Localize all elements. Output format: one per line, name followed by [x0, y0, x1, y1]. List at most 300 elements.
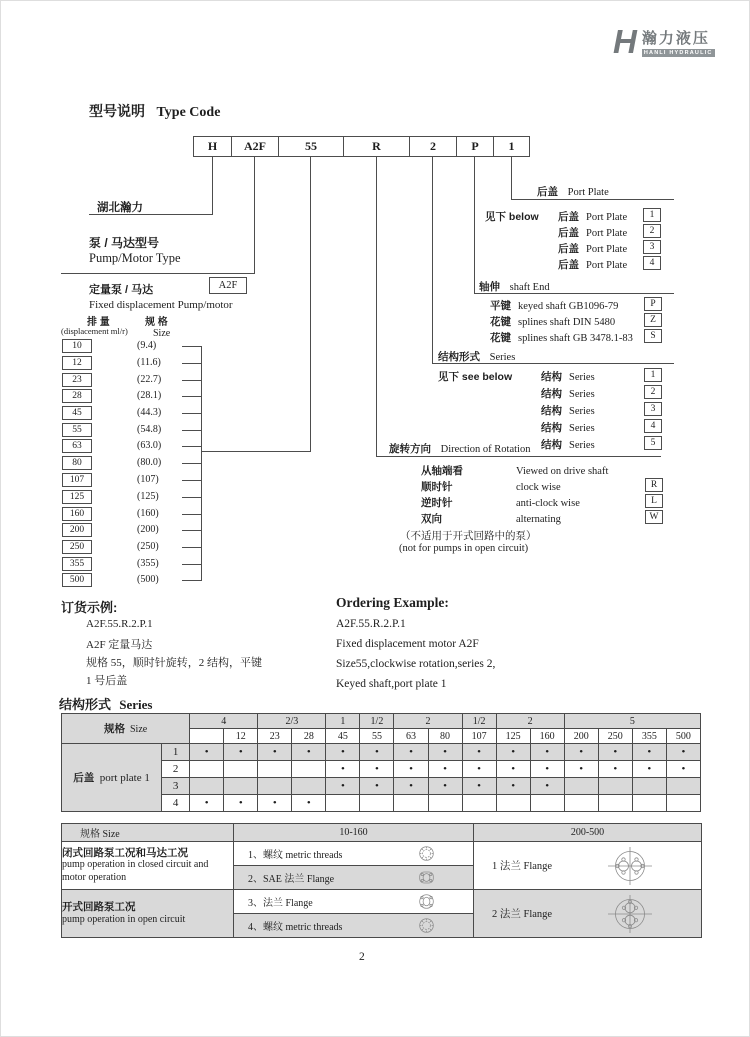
- size-box: 160: [62, 507, 92, 521]
- size-box: 23: [62, 373, 92, 387]
- series-header-cn: 结构形式: [438, 351, 480, 363]
- rotation-row: [421, 463, 608, 478]
- closed-circuit-label-cn: 闭式回路泵工况和马达工况: [62, 846, 188, 859]
- page-number: 2: [359, 951, 365, 963]
- row-cn: 后盖: [558, 243, 579, 255]
- dot-cell: •: [598, 761, 632, 778]
- ordering-line: 规格 55，顺时针旋转，2 结构，平键: [86, 657, 262, 669]
- company-label: 湖北瀚力: [97, 202, 143, 214]
- series-header-en: Series: [489, 352, 516, 363]
- row-cn: 后盖: [558, 227, 579, 239]
- dot-cell: •: [598, 744, 632, 761]
- ordering-line: A2F 定量马达: [86, 639, 153, 651]
- code-box: 5: [644, 436, 662, 450]
- type-code-cell-r: R: [343, 136, 410, 157]
- dot-cell: •: [632, 744, 666, 761]
- size-box: 55: [62, 423, 92, 437]
- dot-cell: •: [462, 761, 496, 778]
- code-box: 2: [643, 224, 661, 238]
- size-value: (28.1): [137, 390, 162, 401]
- dot-cell: •: [394, 761, 428, 778]
- dot-cell: •: [394, 744, 428, 761]
- row-number: 2: [162, 761, 190, 778]
- flange-icon: [418, 893, 435, 910]
- port-option-cell: [234, 914, 474, 938]
- size-header: 63: [394, 729, 428, 744]
- closed-circuit-label: [62, 842, 234, 890]
- code-box: 3: [643, 240, 661, 254]
- metric-thread-icon: [418, 845, 435, 862]
- size-box: 10: [62, 339, 92, 353]
- dot-cell: •: [428, 761, 462, 778]
- size-header: 12: [224, 729, 258, 744]
- row-en: Series: [569, 406, 595, 417]
- group-header: 1: [326, 714, 360, 729]
- code-box: 1: [643, 208, 661, 222]
- shaft-end-row: [490, 330, 633, 345]
- series-header: [438, 349, 515, 364]
- brand-name-en: HANLI HYDRAULIC: [643, 49, 713, 56]
- code-box: 3: [644, 402, 662, 416]
- size-value: (250): [137, 541, 159, 552]
- dot-cell: •: [530, 761, 564, 778]
- size-label-cn: 规格: [103, 723, 125, 735]
- row-en: Series: [569, 372, 595, 383]
- dot-cell: •: [564, 744, 598, 761]
- connector-line: [432, 157, 433, 363]
- size-value: (160): [137, 508, 159, 519]
- group-header: 2/3: [258, 714, 326, 729]
- code-box: S: [644, 329, 662, 343]
- code-box: 2: [644, 385, 662, 399]
- see-below-label: 见下 see below: [438, 371, 513, 383]
- size-value: (200): [137, 524, 159, 535]
- connector-line: [182, 380, 201, 381]
- dot-cell: [530, 795, 564, 812]
- ports-header-10-160: 10-160: [234, 824, 474, 842]
- size-header: 107: [462, 729, 496, 744]
- row-cn: 花键: [490, 332, 511, 344]
- dot-cell: •: [258, 795, 292, 812]
- series-availability-table: [61, 713, 701, 812]
- dot-cell: [598, 778, 632, 795]
- size-value: (22.7): [137, 374, 162, 385]
- dot-cell: [326, 795, 360, 812]
- size-header: [190, 729, 224, 744]
- fixed-displacement-cn: 定量泵 / 马达: [89, 284, 154, 296]
- size-value: (11.6): [137, 357, 161, 368]
- row-en: Series: [569, 389, 595, 400]
- code-box: 1: [644, 368, 662, 382]
- row-en: Viewed on drive shaft: [516, 466, 609, 477]
- shaft-end-header: [479, 279, 550, 294]
- dot-cell: [496, 795, 530, 812]
- dot-cell: [190, 761, 224, 778]
- series-row: [541, 386, 595, 401]
- row-cn: 双向: [421, 513, 442, 525]
- open-circuit-label-cn: 开式回路泵工况: [62, 901, 136, 913]
- row-cn: 逆时针: [421, 497, 453, 509]
- row-en: Port Plate: [586, 228, 628, 239]
- rotation-row: [421, 479, 561, 494]
- displacement-size-en: Size: [153, 328, 171, 339]
- ordering-title-cn: 订货示例:: [61, 600, 118, 615]
- series-table-heading-en: Series: [119, 697, 153, 712]
- rotation-header-en: Direction of Rotation: [440, 444, 531, 455]
- displacement-head-cn: 排 量: [87, 317, 110, 328]
- size-box: 45: [62, 406, 92, 420]
- dot-cell: [598, 795, 632, 812]
- dot-cell: •: [496, 744, 530, 761]
- size-header: 55: [360, 729, 394, 744]
- group-header: 4: [190, 714, 258, 729]
- dot-cell: [666, 778, 700, 795]
- dot-cell: •: [190, 744, 224, 761]
- ordering-line: Size55,clockwise rotation,series 2,: [336, 658, 496, 670]
- port-plate-row: [558, 209, 627, 224]
- port-plate-header: [537, 184, 609, 199]
- code-box: Z: [644, 313, 662, 327]
- rotation-row: [421, 495, 580, 510]
- dot-cell: [224, 778, 258, 795]
- closed-circuit-label-en: pump operation in closed circuit and: [62, 859, 209, 871]
- size-box: 125: [62, 490, 92, 504]
- row-en: Series: [569, 440, 595, 451]
- ordering-line: Keyed shaft,port plate 1: [336, 678, 447, 690]
- size-value: (80.0): [137, 457, 162, 468]
- rotation-header: [389, 441, 530, 456]
- connector-line: [182, 396, 201, 397]
- connector-line: [182, 413, 201, 414]
- code-box: 4: [644, 419, 662, 433]
- shaft-end-header-en: shaft End: [509, 282, 550, 293]
- connector-line: [182, 346, 201, 347]
- row-number: 3: [162, 778, 190, 795]
- dot-cell: •: [224, 744, 258, 761]
- row-cn: 结构: [541, 388, 562, 400]
- row-number: 4: [162, 795, 190, 812]
- port-plate-label-cell: [62, 744, 162, 812]
- group-header: 2: [394, 714, 462, 729]
- dot-cell: •: [666, 761, 700, 778]
- series-row: [541, 437, 595, 452]
- size-value: (107): [137, 474, 159, 485]
- group-header: 5: [564, 714, 700, 729]
- port-plate-row: [558, 241, 627, 256]
- size-value: (125): [137, 491, 159, 502]
- size-box: 28: [62, 389, 92, 403]
- dot-cell: [292, 778, 326, 795]
- group-header: 1/2: [462, 714, 496, 729]
- size-header: 23: [258, 729, 292, 744]
- type-code-cell-h: H: [193, 136, 232, 157]
- size-header: 355: [632, 729, 666, 744]
- metric-thread-icon: [418, 917, 435, 934]
- shaft-end-header-cn: 轴伸: [479, 281, 500, 293]
- dot-cell: •: [326, 778, 360, 795]
- row-cn: 结构: [541, 405, 562, 417]
- connector-line: [182, 547, 201, 548]
- row-label-cn: 后盖: [73, 772, 95, 784]
- connector-line: [310, 157, 311, 451]
- rotation-row: [421, 511, 561, 526]
- size-box: 250: [62, 540, 92, 554]
- connector-line: [182, 463, 201, 464]
- size-box: 63: [62, 439, 92, 453]
- dot-cell: •: [224, 795, 258, 812]
- dot-cell: [258, 761, 292, 778]
- type-code-cell-p: P: [456, 136, 494, 157]
- connector-line: [182, 580, 201, 581]
- dot-cell: •: [428, 778, 462, 795]
- brand-logo: [613, 25, 715, 58]
- displacement-size-cn: 规 格: [145, 317, 168, 328]
- connector-line: [182, 564, 201, 565]
- dot-cell: •: [258, 744, 292, 761]
- row-en: Port Plate: [586, 260, 628, 271]
- dot-cell: •: [496, 778, 530, 795]
- dot-cell: •: [428, 744, 462, 761]
- flange-2-text: 2 法兰 Flange: [492, 909, 553, 920]
- ordering-line: 1 号后盖: [86, 675, 128, 687]
- fixed-displacement-en: Fixed displacement Pump/motor: [89, 299, 233, 311]
- ordering-line: A2F.55.R.2.P.1: [86, 618, 153, 630]
- port-option-text: 2、SAE 法兰 Flange: [248, 874, 335, 885]
- dot-cell: [224, 761, 258, 778]
- dot-cell: [258, 778, 292, 795]
- closed-circuit-label-en2: motor operation: [62, 871, 127, 883]
- connector-line: [182, 497, 201, 498]
- dot-cell: [462, 795, 496, 812]
- ordering-line: A2F.55.R.2.P.1: [336, 618, 406, 630]
- series-table-heading: [59, 694, 152, 713]
- rotation-note-en: (not for pumps in open circuit): [399, 543, 529, 554]
- page-title-cn: 型号说明: [89, 103, 145, 119]
- section-rule: [511, 199, 674, 200]
- connector-line: [474, 157, 475, 293]
- row-en: alternating: [516, 514, 561, 525]
- row-en: keyed shaft GB1096-79: [518, 301, 619, 312]
- connector-line: [254, 157, 255, 273]
- dot-cell: •: [292, 795, 326, 812]
- flange-1-cell: [474, 842, 702, 890]
- dot-cell: •: [666, 744, 700, 761]
- port-option-text: 4、螺纹 metric threads: [248, 922, 343, 933]
- type-code-cell-1: 1: [493, 136, 530, 157]
- see-below-label: 见下 below: [485, 211, 539, 223]
- row-en: Series: [569, 423, 595, 434]
- dot-cell: [292, 761, 326, 778]
- ports-header-size: 规格 Size: [62, 824, 234, 842]
- dot-cell: •: [360, 778, 394, 795]
- size-box: 500: [62, 573, 92, 587]
- series-row: [541, 403, 595, 418]
- size-box: 12: [62, 356, 92, 370]
- dot-cell: [394, 795, 428, 812]
- dot-cell: •: [326, 744, 360, 761]
- dot-cell: •: [326, 761, 360, 778]
- size-header: 80: [428, 729, 462, 744]
- ordering-title-en: Ordering Example:: [336, 595, 449, 610]
- dot-cell: •: [530, 744, 564, 761]
- rotation-note-cn: （不适用于开式回路中的泵）: [400, 530, 537, 542]
- series-table-heading-cn: 结构形式: [59, 697, 112, 712]
- dot-cell: •: [190, 795, 224, 812]
- table-row: [62, 744, 701, 761]
- port-plate-row: [558, 257, 627, 272]
- flange-2-icon: [607, 894, 653, 934]
- dot-cell: [632, 795, 666, 812]
- size-value: (500): [137, 574, 159, 585]
- row-cn: 结构: [541, 439, 562, 451]
- size-box: 200: [62, 523, 92, 537]
- connector-line: [182, 430, 201, 431]
- row-en: Port Plate: [586, 244, 628, 255]
- size-value: (63.0): [137, 440, 162, 451]
- connector-line: [376, 157, 377, 456]
- port-plate-header-en: Port Plate: [567, 187, 609, 198]
- series-row: [541, 420, 595, 435]
- brand-name-cn: 瀚力液压: [641, 29, 710, 47]
- dot-cell: •: [292, 744, 326, 761]
- size-value: (355): [137, 558, 159, 569]
- row-cn: 从轴端看: [421, 465, 463, 477]
- shaft-end-row: [490, 314, 615, 329]
- connector-line: [511, 157, 512, 199]
- port-plate-header-cn: 后盖: [537, 186, 558, 198]
- connector-line: [201, 451, 311, 452]
- port-option-cell: [234, 866, 474, 890]
- dot-cell: [428, 795, 462, 812]
- size-box: 107: [62, 473, 92, 487]
- size-header: 500: [666, 729, 700, 744]
- dot-cell: [666, 795, 700, 812]
- size-box: 80: [62, 456, 92, 470]
- code-box: W: [645, 510, 663, 524]
- size-header: 45: [326, 729, 360, 744]
- port-option-text: 3、法兰 Flange: [248, 898, 313, 909]
- table-row: [62, 890, 702, 914]
- flange-1-icon: [607, 846, 653, 886]
- page-title: [89, 101, 220, 121]
- code-box: L: [645, 494, 663, 508]
- pump-motor-type-cn: 泵 / 马达型号: [89, 236, 160, 250]
- table-row: [62, 714, 701, 729]
- ordering-line: Fixed displacement motor A2F: [336, 638, 479, 650]
- code-box: P: [644, 297, 662, 311]
- underline: [61, 273, 255, 274]
- open-circuit-label: [62, 890, 234, 938]
- connector-line: [212, 157, 213, 214]
- row-label-en: port plate 1: [99, 772, 150, 784]
- row-cn: 平键: [490, 300, 511, 312]
- size-label-en: Size: [129, 724, 148, 735]
- flange-2-cell: [474, 890, 702, 938]
- connector-line: [182, 480, 201, 481]
- displacement-head-en: (displacement ml/r): [61, 326, 128, 336]
- row-cn: 后盖: [558, 211, 579, 223]
- underline: [89, 214, 213, 215]
- dot-cell: [632, 778, 666, 795]
- open-circuit-label-en: pump operation in open circuit: [62, 913, 186, 925]
- dot-cell: [564, 795, 598, 812]
- section-rule: [432, 363, 674, 364]
- size-header: 200: [564, 729, 598, 744]
- shaft-end-row: [490, 298, 618, 313]
- table-row: [62, 824, 702, 842]
- dot-cell: •: [530, 778, 564, 795]
- dot-cell: •: [394, 778, 428, 795]
- row-en: Port Plate: [586, 212, 628, 223]
- row-en: clock wise: [516, 482, 561, 493]
- row-en: splines shaft GB 3478.1-83: [518, 333, 633, 344]
- group-header: 1/2: [360, 714, 394, 729]
- dot-cell: [564, 778, 598, 795]
- dot-cell: [190, 778, 224, 795]
- size-header: 28: [292, 729, 326, 744]
- size-label-cell: [62, 714, 190, 744]
- connector-line: [182, 530, 201, 531]
- section-rule: [376, 456, 661, 457]
- a2f-code-box: A2F: [209, 277, 247, 294]
- table-row: [62, 842, 702, 866]
- port-plate-row: [558, 225, 627, 240]
- code-box: 4: [643, 256, 661, 270]
- size-value: (54.8): [137, 424, 162, 435]
- hanli-h-icon: H: [613, 23, 637, 60]
- size-header: 125: [496, 729, 530, 744]
- row-en: anti-clock wise: [516, 498, 580, 509]
- size-value: (44.3): [137, 407, 162, 418]
- type-code-cell-a2f: A2F: [231, 136, 279, 157]
- size-header: 250: [598, 729, 632, 744]
- size-header: 160: [530, 729, 564, 744]
- dot-cell: •: [462, 744, 496, 761]
- port-option-text: 1、螺纹 metric threads: [248, 850, 343, 861]
- port-option-cell: [234, 842, 474, 866]
- size-value: (9.4): [137, 340, 157, 351]
- series-row: [541, 369, 595, 384]
- row-number: 1: [162, 744, 190, 761]
- type-code-cell-55: 55: [278, 136, 344, 157]
- size-box: 355: [62, 557, 92, 571]
- page-title-en: Type Code: [156, 105, 221, 120]
- dot-cell: •: [632, 761, 666, 778]
- row-en: splines shaft DIN 5480: [518, 317, 616, 328]
- group-header: 2: [496, 714, 564, 729]
- pump-motor-type-en: Pump/Motor Type: [89, 251, 181, 265]
- dot-cell: [360, 795, 394, 812]
- brand-text-block: [642, 27, 715, 57]
- dot-cell: •: [496, 761, 530, 778]
- section-rule: [474, 293, 674, 294]
- dot-cell: •: [564, 761, 598, 778]
- flange-1-text: 1 法兰 Flange: [492, 861, 553, 872]
- row-cn: 顺时针: [421, 481, 453, 493]
- row-cn: 结构: [541, 371, 562, 383]
- port-option-cell: [234, 890, 474, 914]
- row-cn: 花键: [490, 316, 511, 328]
- row-cn: 结构: [541, 422, 562, 434]
- type-code-cell-2: 2: [409, 136, 457, 157]
- connector-line: [182, 363, 201, 364]
- port-connections-table: [61, 823, 702, 938]
- connector-line: [182, 514, 201, 515]
- dot-cell: •: [360, 744, 394, 761]
- bracket-line: [201, 346, 202, 581]
- sae-flange-icon: [418, 870, 435, 885]
- row-cn: 后盖: [558, 259, 579, 271]
